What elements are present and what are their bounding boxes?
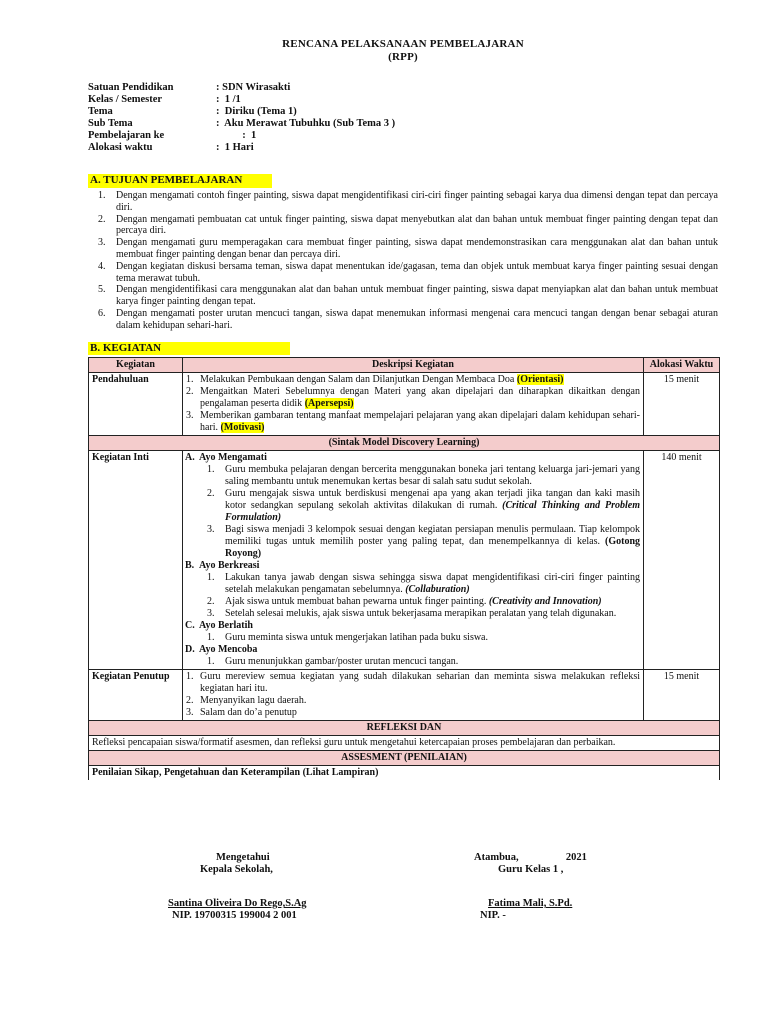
identity-label: Sub Tema — [88, 118, 133, 130]
motivasi-tag: (Motivasi) — [220, 422, 265, 434]
document-title — [88, 38, 718, 64]
penutup-time: 15 menit — [644, 670, 720, 721]
penutup-label: Kegiatan Penutup — [89, 670, 183, 721]
list-item — [88, 237, 718, 261]
identity-row — [88, 94, 718, 106]
list-item — [185, 608, 640, 620]
item-number: 3. — [207, 608, 215, 620]
identity-label: Satuan Pendidikan — [88, 82, 174, 94]
item-number: 3. — [186, 410, 194, 422]
header-kegiatan: Kegiatan — [89, 358, 183, 373]
list-item — [185, 488, 640, 524]
identity-label: Alokasi waktu — [88, 142, 153, 154]
identity-value: : 1 — [216, 130, 257, 142]
identity-label: Pembelajaran ke — [88, 130, 165, 142]
ayo-mengamati-heading: Ayo Mengamati — [199, 452, 267, 464]
list-item — [88, 308, 718, 332]
list-item — [185, 656, 640, 668]
item-text: Dengan mengidentifikasi cara menggunakan alat dan bahan untuk membuat finger painting, siswa dapat menyiapkan alat dan bahan untuk membuat karya finger painting dengan tepat. — [116, 284, 718, 308]
item-text: Bagi siswa menjadi 3 kelompok sesuai dengan kegiatan persiapan menulis permulaan. Tiap kelompok memiliki tugas untuk memilih poster yang paling tepat, dan menempelkannya di kelas. — [225, 524, 640, 548]
item-number: 1. — [207, 656, 215, 668]
list-item — [88, 261, 718, 285]
item-text: Dengan mengamati contoh finger painting, siswa dapat mengidentifikasi ciri-ciri finger painting sebagai karya dua dimensi dengan tepat dan percaya diri. — [116, 189, 718, 213]
item-number: 1. — [207, 632, 215, 644]
section-a-heading: A. TUJUAN PEMBELAJARAN — [88, 174, 272, 187]
inti-desc — [183, 451, 644, 670]
signature-left-nip: NIP. 19700315 199004 2 001 — [172, 910, 297, 921]
table-row — [89, 373, 720, 436]
item-text: Dengan mengamati poster urutan mencuci tangan, siswa dapat menemukan informasi mengenai cara mencuci tangan dengan benar sebagai aturan dalam kehidupan sehari-hari. — [116, 307, 718, 331]
item-tag: (Creativity and Innovation) — [488, 596, 602, 608]
orientasi-tag: (Orientasi) — [516, 374, 564, 386]
list-item — [186, 386, 640, 410]
inti-label: Kegiatan Inti — [89, 451, 183, 670]
subsection-heading: A. Ayo Mengamati — [185, 452, 267, 464]
penutup-desc — [183, 670, 644, 721]
title-line-1: RENCANA PELAKSANAAN PEMBELAJARAN — [282, 38, 524, 50]
kegiatan-table — [88, 357, 720, 780]
item-text: Dengan kegiatan diskusi bersama teman, siswa dapat menentukan ide/gagasan, tema dan objek untuk membuat karya finger painting sesuai dengan tema merawat tubuh. — [116, 260, 718, 284]
signature-right-line1: Atambua, 2021 — [474, 852, 587, 863]
item-text: Salam dan do’a penutup — [200, 707, 297, 719]
identity-block — [88, 82, 718, 154]
list-item — [186, 410, 640, 434]
list-item — [186, 374, 640, 386]
identity-row — [88, 82, 718, 94]
refleksi-head-row — [89, 721, 720, 736]
list-item — [88, 190, 718, 214]
item-text: Guru menunjukkan gambar/poster urutan mencuci tangan. — [225, 656, 459, 668]
signature-right-line2: Guru Kelas 1 , — [498, 864, 564, 875]
list-item — [185, 464, 640, 488]
table-row — [89, 670, 720, 721]
header-alokasi: Alokasi Waktu — [644, 358, 720, 373]
item-text: Melakukan Pembukaan dengan Salam dan Dilanjutkan Dengan Membaca Doa — [200, 374, 515, 386]
identity-label: Kelas / Semester — [88, 94, 163, 106]
list-item — [186, 707, 640, 719]
list-item — [185, 596, 640, 608]
signature-left-line1: Mengetahui — [216, 852, 270, 863]
item-number: 2. — [186, 386, 194, 398]
signature-left-line2: Kepala Sekolah, — [200, 864, 273, 875]
ayo-berlatih-heading: Ayo Berlatih — [199, 620, 253, 632]
inti-time: 140 menit — [644, 451, 720, 670]
item-text: Ajak siswa untuk membuat bahan pewarna untuk finger painting. — [225, 596, 487, 608]
assesment-head-row — [89, 751, 720, 766]
item-number: 5. — [98, 284, 106, 296]
list-item — [185, 632, 640, 644]
identity-value: : Diriku (Tema 1) — [216, 106, 297, 118]
refleksi-text: Refleksi pencapaian siswa/formatif asesmen, dan refleksi guru untuk mengetahui ketercapaian proses pembelajaran dan perbaikan. — [89, 736, 720, 751]
identity-label: Tema — [88, 106, 113, 118]
item-number: 2. — [98, 213, 106, 225]
item-text: Guru mengajak siswa untuk berdiskusi mengenai apa yang akan terjadi jika tangan dan kaki masih kotor sedangkan sepulang sekolah aktivitas dilakukan di rumah. — [225, 488, 640, 512]
item-number: 2. — [207, 596, 215, 608]
list-item — [88, 284, 718, 308]
identity-row — [88, 118, 718, 130]
item-number: 1. — [207, 464, 215, 476]
item-number: 1. — [186, 374, 194, 386]
identity-value: : 1 Hari — [216, 142, 254, 154]
item-text: Memberikan gambaran tentang manfaat mempelajari pelajaran yang akan dipelajari dalam kehidupan sehari-hari. — [200, 410, 640, 434]
item-number: 6. — [98, 307, 106, 319]
item-number: 2. — [186, 695, 194, 707]
signature-right-name: Fatima Mali, S.Pd. — [488, 898, 573, 909]
pendahuluan-time: 15 menit — [644, 373, 720, 436]
list-item — [185, 524, 640, 560]
list-item — [186, 695, 640, 707]
list-item — [186, 671, 640, 695]
item-number: 3. — [98, 237, 106, 249]
table-row — [89, 451, 720, 670]
header-deskripsi: Deskripsi Kegiatan — [183, 358, 644, 373]
section-b-heading: B. KEGIATAN — [88, 342, 290, 355]
item-tag: (Gotong Royong) — [225, 536, 641, 560]
table-header-row — [89, 358, 720, 373]
pendahuluan-desc — [183, 373, 644, 436]
assesment-row — [89, 766, 720, 781]
item-text: Guru meminta siswa untuk mengerjakan latihan pada buku siswa. — [225, 632, 488, 644]
item-number: 4. — [98, 260, 106, 272]
item-tag: (Critical Thinking and Problem Formulation) — [225, 500, 640, 524]
item-text: Lakukan tanya jawab dengan siswa sehingga siswa dapat mengidentifikasi ciri-ciri finger painting setelah melakukan pengamatan sebelumnya. — [225, 572, 640, 596]
item-text: Dengan mengamati pembuatan cat untuk finger painting, siswa dapat menyebutkan alat dan bahan untuk membuat finger painting dengan tepat dan percaya diri. — [116, 213, 718, 237]
item-text: Mengaitkan Materi Sebelumnya dengan Materi yang akan dipelajari dan diharapkan dikaitkan dengan pengalaman peserta didik — [200, 386, 640, 410]
item-number: 3. — [186, 707, 194, 719]
assesment-heading: ASSESMENT (PENILAIAN) — [89, 751, 720, 766]
list-item — [185, 572, 640, 596]
item-number: 1. — [98, 189, 106, 201]
identity-value: : SDN Wirasakti — [216, 82, 291, 94]
refleksi-heading: REFLEKSI DAN — [89, 721, 720, 736]
item-text: Dengan mengamati guru memperagakan cara membuat finger painting, siswa dapat mendemonstrasikan cara menggunakan alat dan bahan untuk membuat finger painting dengan benar dan percaya diri. — [116, 237, 718, 260]
sintak-row — [89, 436, 720, 451]
ayo-mencoba-heading: Ayo Mencoba — [199, 644, 258, 656]
item-number: 2. — [207, 488, 215, 500]
refleksi-row — [89, 736, 720, 751]
identity-row — [88, 106, 718, 118]
item-tag: (Collaburation) — [405, 584, 470, 596]
identity-row — [88, 142, 718, 154]
item-text: Setelah selesai melukis, ajak siswa untuk bekerjasama merapikan peralatan yang telah digunakan. — [225, 608, 617, 620]
item-number: 1. — [207, 572, 215, 584]
item-text: Menyanyikan lagu daerah. — [200, 695, 307, 707]
list-item — [88, 214, 718, 238]
item-number: 1. — [186, 671, 194, 683]
assesment-text: Penilaian Sikap, Pengetahuan dan Keterampilan (Lihat Lampiran) — [89, 766, 720, 781]
tujuan-list — [88, 190, 718, 332]
ayo-berkreasi-heading: Ayo Berkreasi — [199, 560, 260, 572]
item-text: Guru membuka pelajaran dengan bercerita menggunakan boneka jari tentang keluarga jari-jemari yang saling membantu untuk menemukan kertas besar di salah satu sudut sekolah. — [225, 464, 640, 488]
identity-row — [88, 130, 718, 142]
subsection-heading: C. Ayo Berlatih — [185, 620, 253, 632]
signature-right-nip: NIP. - — [480, 910, 506, 921]
apersepsi-tag: (Apersepsi) — [304, 398, 354, 410]
signature-left-name: Santina Oliveira Do Rego,S.Ag — [168, 898, 307, 909]
sintak-label: (Sintak Model Discovery Learning) — [89, 436, 720, 451]
item-number: 3. — [207, 524, 215, 536]
identity-value: : Aku Merawat Tubuhku (Sub Tema 3 ) — [216, 118, 396, 130]
identity-value: : 1 /1 — [216, 94, 241, 106]
item-text: Guru mereview semua kegiatan yang sudah dilakukan seharian dan meminta siswa melakukan refleksi kegiatan hari itu. — [200, 671, 640, 695]
title-line-2: (RPP) — [388, 51, 418, 64]
subsection-heading: B. Ayo Berkreasi — [185, 560, 260, 572]
pendahuluan-label: Pendahuluan — [89, 373, 183, 436]
subsection-heading: D. Ayo Mencoba — [185, 644, 258, 656]
